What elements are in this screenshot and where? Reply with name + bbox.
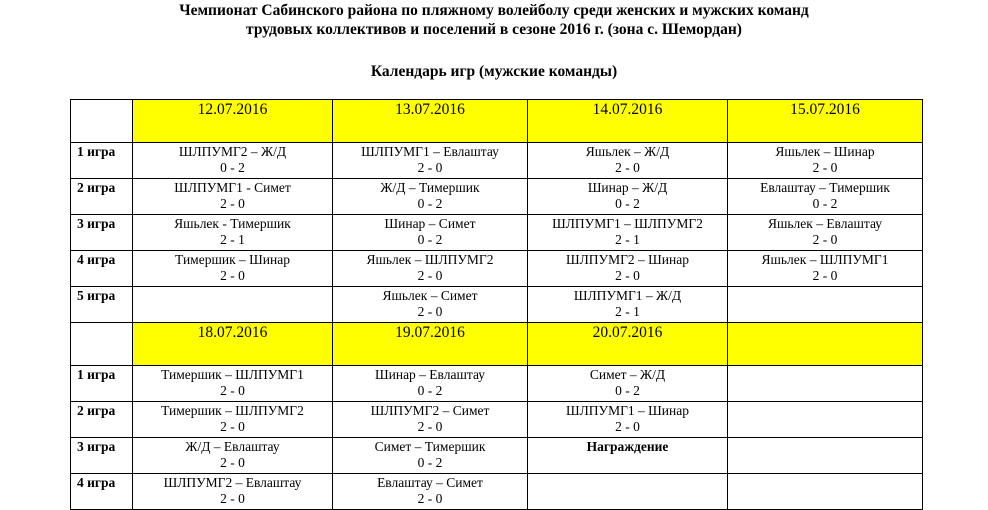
game-number-label: 2 игра: [71, 402, 133, 438]
match-cell: [528, 402, 728, 438]
match-teams: Яшьлек – ШЛПУМГ1: [761, 252, 889, 267]
match-score: 0 - 2: [812, 196, 838, 211]
week2-date-header-row: [71, 323, 923, 366]
match-teams: ШЛПУМГ2 – Симет: [370, 403, 490, 418]
date-header-cell: 19.07.2016: [333, 323, 528, 366]
schedule-table: [70, 99, 923, 510]
match-teams: Яшьлек - Тимершик: [174, 216, 291, 231]
match-cell: [333, 287, 528, 323]
match-score: 2 - 1: [615, 304, 640, 319]
game-number-label: 4 игра: [71, 474, 133, 510]
match-teams: ШЛПУМГ2 – Шинар: [566, 252, 689, 267]
match-cell: [333, 143, 528, 179]
header-corner-cell: [71, 100, 133, 143]
match-cell: [728, 287, 923, 323]
match-cell: [133, 438, 333, 474]
match-cell: [528, 366, 728, 402]
match-teams: Яшьлек – Шинар: [775, 144, 875, 159]
match-score: 2 - 1: [220, 232, 245, 247]
match-score: 2 - 0: [615, 419, 640, 434]
date-header-cell: 13.07.2016: [333, 100, 528, 143]
match-score: 0 - 2: [417, 383, 443, 398]
schedule-subtitle: Календарь игр (мужские команды): [370, 63, 618, 80]
match-score: 2 - 0: [220, 419, 245, 434]
table-row: [71, 366, 923, 402]
match-teams: Симет – Ж/Д: [589, 367, 666, 382]
header-corner-cell: [71, 323, 133, 366]
match-score: 2 - 0: [220, 491, 245, 506]
match-cell: [728, 474, 923, 510]
match-cell: [728, 215, 923, 251]
week1-date-header-row: [71, 100, 923, 143]
game-number-label: 2 игра: [71, 179, 133, 215]
match-cell: [528, 287, 728, 323]
match-teams: ШЛПУМГ1 - Симет: [174, 180, 291, 195]
match-score: 0 - 2: [417, 455, 443, 470]
match-cell: [133, 215, 333, 251]
match-cell: [333, 215, 528, 251]
match-cell: [133, 402, 333, 438]
match-cell: [528, 251, 728, 287]
match-score: 2 - 0: [220, 383, 245, 398]
game-number-label: 4 игра: [71, 251, 133, 287]
match-teams: Тимершик – Шинар: [175, 252, 290, 267]
match-score: 2 - 0: [220, 268, 245, 283]
match-teams: ШЛПУМГ2 – Ж/Д: [178, 144, 287, 159]
date-header-cell: 15.07.2016: [728, 100, 923, 143]
table-row: [71, 143, 923, 179]
match-score: 2 - 0: [417, 160, 443, 175]
match-teams: ШЛПУМГ1 – ШЛПУМГ2: [552, 216, 703, 231]
match-score: 0 - 2: [220, 160, 245, 175]
match-cell: [333, 179, 528, 215]
match-score: 2 - 1: [615, 232, 640, 247]
match-teams: ШЛПУМГ1 – Шинар: [566, 403, 689, 418]
match-cell: [133, 366, 333, 402]
match-score: 0 - 2: [417, 232, 443, 247]
match-cell: [528, 179, 728, 215]
match-score: 0 - 2: [417, 196, 443, 211]
match-score: 2 - 0: [615, 160, 640, 175]
match-teams: Шинар – Ж/Д: [587, 180, 668, 195]
game-number-label: 5 игра: [71, 287, 133, 323]
table-row: [71, 438, 923, 474]
match-teams: Шинар – Симет: [384, 216, 476, 231]
match-cell: [333, 251, 528, 287]
match-cell: [528, 438, 728, 474]
match-score: 2 - 0: [417, 419, 443, 434]
match-cell: [133, 179, 333, 215]
table-row: [71, 402, 923, 438]
game-number-label: 3 игра: [71, 215, 133, 251]
date-header-cell: [728, 323, 923, 366]
match-score: 2 - 0: [812, 232, 838, 247]
page-title: [0, 1, 988, 39]
date-header-cell: 20.07.2016: [528, 323, 728, 366]
match-cell: [728, 366, 923, 402]
match-teams: Евлаштау – Тимершик: [760, 180, 890, 195]
match-cell: [333, 438, 528, 474]
date-header-cell: 12.07.2016: [133, 100, 333, 143]
title-line-2: трудовых коллективов и поселений в сезоне 2016 г. (зона с. Шемордан): [246, 21, 742, 38]
title-line-1: Чемпионат Сабинского района по пляжному волейболу среди женских и мужских команд: [179, 2, 809, 19]
table-row: [71, 179, 923, 215]
match-cell: [133, 474, 333, 510]
match-teams: Тимершик – ШЛПУМГ1: [161, 367, 304, 382]
match-score: 2 - 0: [417, 268, 443, 283]
award-ceremony-label: Награждение: [586, 439, 669, 454]
match-cell: [728, 143, 923, 179]
table-row: [71, 287, 923, 323]
game-number-label: 3 игра: [71, 438, 133, 474]
match-cell: [133, 287, 333, 323]
match-cell: [528, 474, 728, 510]
match-cell: [133, 143, 333, 179]
date-header-cell: 18.07.2016: [133, 323, 333, 366]
match-cell: [728, 179, 923, 215]
table-row: [71, 474, 923, 510]
match-teams: Яшьлек – Ж/Д: [585, 144, 670, 159]
game-number-label: 1 игра: [71, 143, 133, 179]
match-cell: [333, 474, 528, 510]
match-teams: Ж/Д – Тимершик: [380, 180, 480, 195]
match-score: 2 - 0: [417, 491, 443, 506]
match-teams: Ж/Д – Евлаштау: [185, 439, 280, 454]
match-teams: ШЛПУМГ1 – Евлаштау: [361, 144, 499, 159]
match-cell: [728, 438, 923, 474]
match-teams: Яшьлек – Евлаштау: [767, 216, 883, 231]
game-number-label: 1 игра: [71, 366, 133, 402]
match-score: 0 - 2: [615, 383, 640, 398]
match-cell: [333, 366, 528, 402]
table-row: [71, 251, 923, 287]
match-cell: [728, 402, 923, 438]
match-score: 2 - 0: [812, 268, 838, 283]
table-row: [71, 215, 923, 251]
match-teams: Яшьлек – ШЛПУМГ2: [366, 252, 494, 267]
match-score: 2 - 0: [615, 268, 640, 283]
match-teams: Евлаштау – Симет: [377, 475, 483, 490]
match-cell: [333, 402, 528, 438]
date-header-cell: 14.07.2016: [528, 100, 728, 143]
match-teams: ШЛПУМГ1 – Ж/Д: [573, 288, 682, 303]
match-cell: [528, 215, 728, 251]
match-teams: Шинар – Евлаштау: [375, 367, 485, 382]
match-teams: ШЛПУМГ2 – Евлаштау: [163, 475, 302, 490]
match-cell: [133, 251, 333, 287]
match-cell: [728, 251, 923, 287]
match-score: 0 - 2: [615, 196, 640, 211]
match-score: 2 - 0: [417, 304, 443, 319]
match-teams: Яшьлек – Симет: [382, 288, 478, 303]
match-score: 2 - 0: [220, 455, 245, 470]
match-teams: Тимершик – ШЛПУМГ2: [161, 403, 304, 418]
match-score: 2 - 0: [812, 160, 838, 175]
match-teams: Симет – Тимершик: [374, 439, 486, 454]
match-cell: [528, 143, 728, 179]
match-score: 2 - 0: [220, 196, 245, 211]
